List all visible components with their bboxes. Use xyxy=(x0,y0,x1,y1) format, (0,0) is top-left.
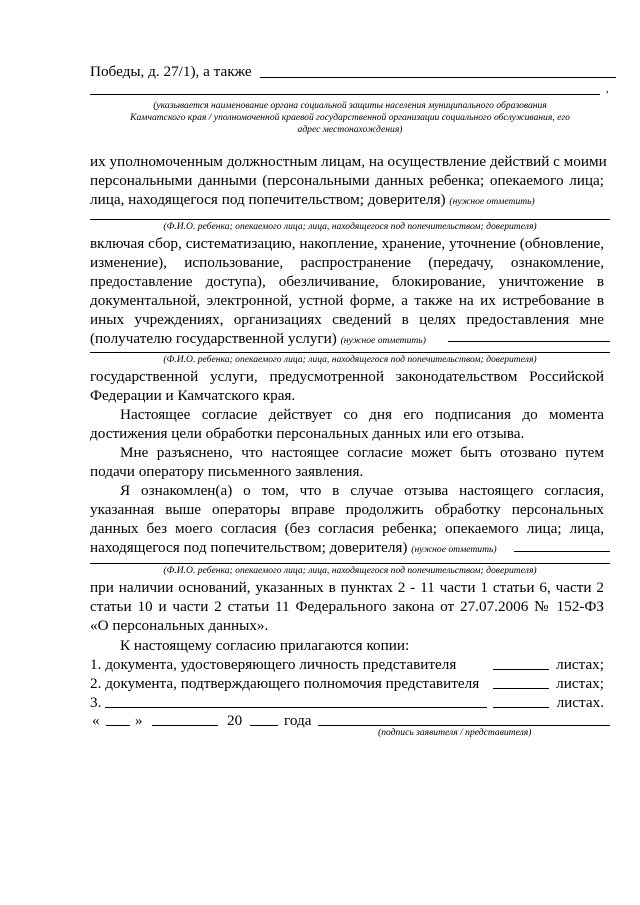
para6-line: указанная выше операторы вправе продолжить обработку персональных xyxy=(90,501,604,518)
para6-last-text: находящегося под попечительством; доверителя) xyxy=(90,539,408,556)
signature-field[interactable] xyxy=(318,725,610,726)
year-field[interactable] xyxy=(250,725,278,726)
header-line: Победы, д. 27/1), а также xyxy=(90,63,252,80)
attachment-unit: листах. xyxy=(556,694,604,711)
para2-line: документальной, электронной, устной форме, а также на их истребование в xyxy=(90,292,604,309)
para6-line: Я ознакомлен(а) о том, что в случае отзыва настоящего согласия, xyxy=(120,482,604,499)
attachment-item: 1. документа, удостоверяющего личность представителя xyxy=(90,656,457,673)
para3-line: государственной услуги, предусмотренной законодательством Российской xyxy=(90,368,604,385)
para1-last xyxy=(90,190,535,211)
attachment-2-pages-field[interactable] xyxy=(493,688,549,689)
authority-caption-2: Камчатского края / уполномоченной краевой государственной организации социального обслуживания, его xyxy=(130,112,570,123)
para2-last-text: (получателю государственной услуги) xyxy=(90,330,337,347)
para1-line: их уполномоченным должностным лицам, на осуществление действий с моими xyxy=(90,153,607,170)
year-prefix: 20 xyxy=(227,712,243,729)
para4-line: достижения цели обработки персональных данных или его отзыва. xyxy=(90,425,525,442)
authority-name-field[interactable] xyxy=(260,77,616,78)
quote-close: » xyxy=(135,712,143,729)
signature-caption: (подпись заявителя / представителя) xyxy=(378,727,532,738)
note-mark-needed: (нужное отметить) xyxy=(449,196,535,207)
para2-line: включая сбор, систематизацию, накопление, хранение, уточнение (обновление, xyxy=(90,235,604,252)
para6-last xyxy=(90,538,497,559)
para6-line: данных без моего согласия (без согласия ребенка; опекаемого лица; лица, xyxy=(90,520,604,537)
authority-caption-1: (указывается наименование органа социальной защиты населения муниципального образования xyxy=(153,100,547,111)
attachment-unit: листах; xyxy=(556,656,604,673)
para3-line: Федерации и Камчатского края. xyxy=(90,387,296,404)
recipient-fill-field[interactable] xyxy=(448,341,610,342)
month-field[interactable] xyxy=(152,725,218,726)
attachment-1-pages-field[interactable] xyxy=(493,669,549,670)
quote-open: « xyxy=(92,712,100,729)
fio-field-2[interactable] xyxy=(90,352,610,353)
attachment-3-name-field[interactable] xyxy=(105,707,487,708)
para2-last xyxy=(90,329,426,350)
fio-caption-3: (Ф.И.О. ребенка; опекаемого лица; лица, находящегося под попечительством; доверителя) xyxy=(163,565,537,576)
para2-line: изменение), использование, распространение (передачу, ознакомление, xyxy=(90,254,604,271)
para2-line: предоставление доступа), обезличивание, блокирование, уничтожение в xyxy=(90,273,604,290)
fio-field-1[interactable] xyxy=(90,219,610,220)
trailing-comma: , xyxy=(606,83,609,95)
para7-line: при наличии оснований, указанных в пунктах 2 - 11 части 1 статьи 6, части 2 xyxy=(90,579,604,596)
attachments-intro: К настоящему согласию прилагаются копии: xyxy=(120,637,410,654)
fio-caption-2: (Ф.И.О. ребенка; опекаемого лица; лица, находящегося под попечительством; доверителя) xyxy=(163,354,537,365)
para1-last-text: лица, находящегося под попечительством; доверителя) xyxy=(90,191,446,208)
note-mark-needed: (нужное отметить) xyxy=(411,544,497,555)
para1-line: персональными данными (персональными данных ребенка; опекаемого лица; xyxy=(90,172,604,189)
para7-line: «О персональных данных». xyxy=(90,617,269,634)
note-mark-needed: (нужное отметить) xyxy=(340,335,426,346)
fio-caption-1: (Ф.И.О. ребенка; опекаемого лица; лица, находящегося под попечительством; доверителя) xyxy=(163,221,537,232)
para7-line: статьи 10 и части 2 статьи 11 Федерального закона от 27.07.2006 № 152-ФЗ xyxy=(90,598,604,615)
authority-caption-3: адрес местонахождения) xyxy=(297,124,403,135)
para4-line: Настоящее согласие действует со дня его подписания до момента xyxy=(120,406,604,423)
para5-line: подачи оператору письменного заявления. xyxy=(90,463,364,480)
attachment-unit: листах; xyxy=(556,675,604,692)
attachment-3-pages-field[interactable] xyxy=(493,707,549,708)
para5-line: Мне разъяснено, что настоящее согласие может быть отозвано путем xyxy=(120,444,604,461)
authority-address-line[interactable] xyxy=(90,94,600,95)
day-field[interactable] xyxy=(106,725,130,726)
para2-line: иных учреждениях, организациях сведений в целях предоставления мне xyxy=(90,311,604,328)
fio-field-3[interactable] xyxy=(90,563,610,564)
consent-fill-field[interactable] xyxy=(514,551,610,552)
attachment-item: 3. xyxy=(90,694,102,711)
attachment-item: 2. документа, подтверждающего полномочия представителя xyxy=(90,675,480,692)
year-suffix: года xyxy=(284,712,312,729)
